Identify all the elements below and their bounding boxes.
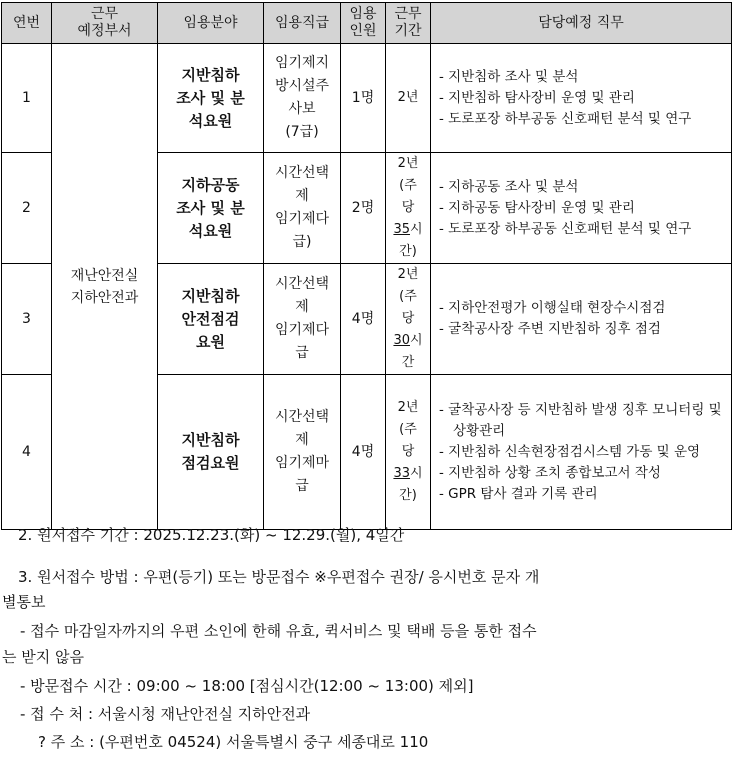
field-cell: 지반침하 점검요원 <box>158 375 264 530</box>
duty-item: - 지반침하 상황 조치 종합보고서 작성 <box>439 464 661 481</box>
header-count: 임용 인원 <box>341 3 386 44</box>
period-cell: 2년 (주 당 33시 간) <box>386 375 431 530</box>
count-cell: 4명 <box>341 375 386 530</box>
count-cell: 1명 <box>341 44 386 153</box>
duty-item: - 굴착공사장 등 지반침하 발생 징후 모니터링 및 상황관리 <box>439 401 722 439</box>
duty-item: - 도로포장 하부공동 신호패턴 분석 및 연구 <box>439 220 692 237</box>
header-duties: 담당예정 직무 <box>431 3 732 44</box>
duty-item: - 지반침하 신속현장점검시스템 가동 및 운영 <box>439 443 701 460</box>
grade-cell: 시간선택 제 임기제마 급 <box>264 375 341 530</box>
reception-address: ? 주 소 : (우편번호 04524) 서울특별시 중구 세종대로 110 <box>38 733 429 751</box>
grade-cell: 시간선택 제 임기제다 급) <box>264 153 341 264</box>
visit-hours: - 방문접수 시간 : 09:00 ~ 18:00 [점심시간(12:00 ~ 13:00) 제외] <box>20 677 474 695</box>
application-method: 3. 원서접수 방법 : 우편(등기) 또는 방문접수 ※우편접수 권장/ 응시번호 문자 개 <box>18 568 540 586</box>
recruitment-table <box>1 2 732 530</box>
grade-cell: 임기제지 방시설주 사보 (7급) <box>264 44 341 153</box>
department-cell: 재난안전실 지하안전과 <box>52 44 158 530</box>
duty-item: - 지하공동 탐사장비 운영 및 관리 <box>439 199 635 216</box>
field-cell: 지반침하 조사 및 분 석요원 <box>158 44 264 153</box>
duties-cell <box>431 264 732 375</box>
header-period: 근무 기간 <box>386 3 431 44</box>
field-cell: 지하공동 조사 및 분 석요원 <box>158 153 264 264</box>
duty-item: - 굴착공사장 주변 지반침하 징후 점검 <box>439 321 661 337</box>
row-no: 2 <box>2 153 52 264</box>
reception-office: - 접 수 처 : 서울시청 재난안전실 지하안전과 <box>20 705 311 723</box>
grade-cell: 시간선택 제 임기제다 급 <box>264 264 341 375</box>
count-cell: 4명 <box>341 264 386 375</box>
count-cell: 2명 <box>341 153 386 264</box>
table-header-row <box>2 3 732 44</box>
period-cell: 2년 (주 당 35시 간) <box>386 153 431 264</box>
row-no: 4 <box>2 375 52 530</box>
header-dept: 근무 예정부서 <box>52 3 158 44</box>
duty-item: - 지반침하 조사 및 분석 <box>439 68 579 85</box>
period-cell: 2년 (주 당 30시 간 <box>386 264 431 375</box>
application-method-continued: 별통보 <box>2 593 46 611</box>
duty-item: - 도로포장 하부공동 신호패턴 분석 및 연구 <box>439 110 692 127</box>
duty-item: - 지하안전평가 이행실태 현장수시점검 <box>439 300 666 316</box>
period-cell: 2년 <box>386 44 431 153</box>
duties-cell <box>431 375 732 530</box>
duty-item: - GPR 탐사 결과 기록 관리 <box>439 485 598 502</box>
table-row <box>2 44 732 153</box>
duty-item: - 지반침하 탐사장비 운영 및 관리 <box>439 89 635 106</box>
duty-item: - 지하공동 조사 및 분석 <box>439 178 579 195</box>
header-no: 연번 <box>2 3 52 44</box>
mail-notice: - 접수 마감일자까지의 우편 소인에 한해 유효, 퀵서비스 및 택배 등을 통한 접수 <box>20 622 537 640</box>
mail-notice-continued: 는 받지 않음 <box>2 648 84 666</box>
duties-cell <box>431 153 732 264</box>
field-cell: 지반침하 안전점검 요원 <box>158 264 264 375</box>
header-field: 임용분야 <box>158 3 264 44</box>
duties-cell <box>431 44 732 153</box>
application-period: 2. 원서접수 기간 : 2025.12.23.(화) ~ 12.29.(월), 4일간 <box>18 526 405 544</box>
row-no: 3 <box>2 264 52 375</box>
row-no: 1 <box>2 44 52 153</box>
header-grade: 임용직급 <box>264 3 341 44</box>
